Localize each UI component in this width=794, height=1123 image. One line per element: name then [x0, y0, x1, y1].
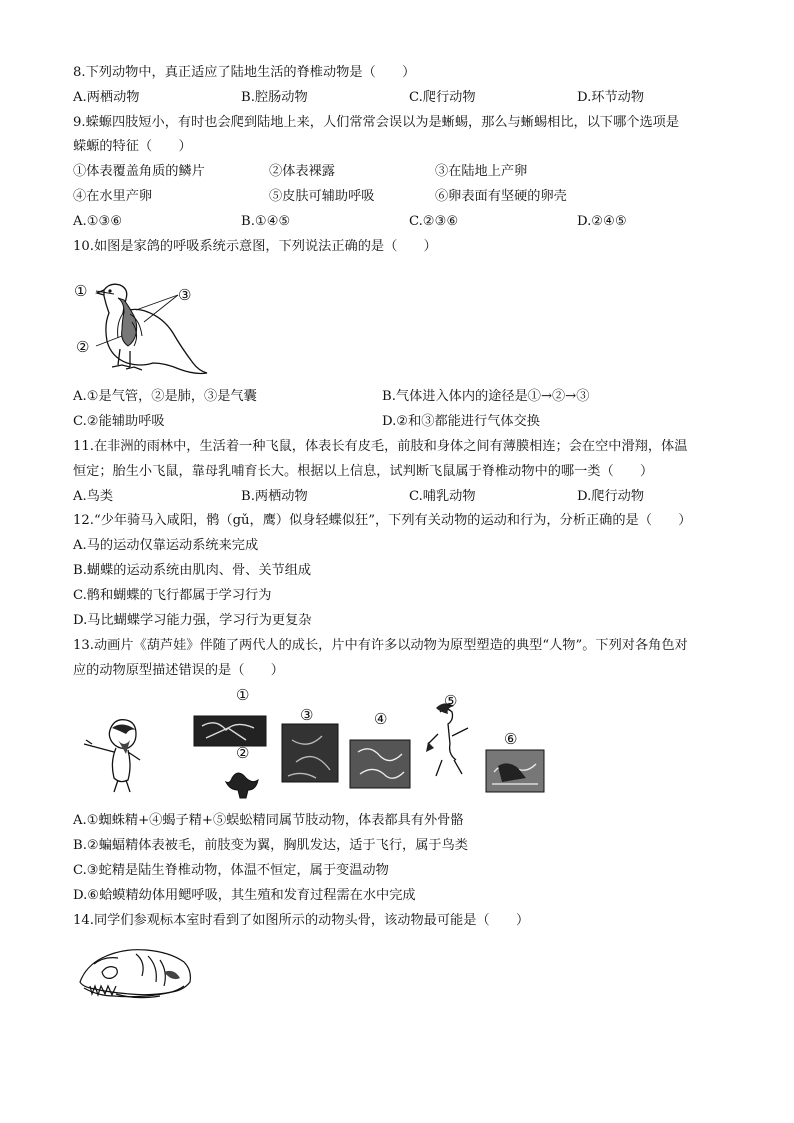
pigeon-drawing [74, 274, 214, 378]
q9-stem-line1: 9.蝾螈四肢短小，有时也会爬到陆地上来，人们常常会误以为是蜥蜴，那么与蜥蜴相比，以下哪个选项是 [73, 115, 680, 130]
q9-item-4: ④在水里产卵 [73, 189, 153, 204]
q13-stem-line1: 13.动画片《葫芦娃》伴随了两代人的成长，片中有许多以动物为原型塑造的典型“人物”。下列对各角色对 [73, 638, 688, 653]
pigeon-label-2: ② [76, 338, 90, 356]
calabash-characters-figure [74, 686, 554, 808]
q8-stem: 8.下列动物中，真正适应了陆地生活的脊椎动物是（ ） [73, 65, 416, 80]
q14-stem: 14.同学们参观标本室时看到了如图所示的动物头骨，该动物最可能是（ ） [73, 913, 530, 928]
q9-item-6: ⑥卵表面有坚硬的卵壳 [435, 189, 567, 204]
q8-option-c: C.爬行动物 [409, 90, 476, 105]
pigeon-label-3: ③ [178, 286, 192, 304]
q10-option-c: C.②能辅助呼吸 [73, 414, 165, 429]
character-label-5: ⑤ [444, 692, 458, 710]
q12-stem: 12.“少年骑马入咸阳，鹘（gǔ，鹰）似身轻蝶似狂”，下列有关动物的运动和行为，分析正确的是（ ） [73, 513, 692, 528]
character-label-6: ⑥ [504, 730, 518, 748]
q9-option-c: C.②③⑥ [409, 214, 459, 229]
q8-option-b: B.腔肠动物 [241, 90, 308, 105]
q9-option-d: D.②④⑤ [577, 214, 627, 229]
q12-option-b: B.蝴蝶的运动系统由肌肉、骨、关节组成 [73, 563, 312, 578]
character-label-4: ④ [374, 710, 388, 728]
q10-option-a: A.①是气管，②是肺，③是气囊 [73, 389, 257, 404]
skull-drawing [76, 942, 194, 1004]
q9-options [73, 213, 753, 231]
q11-option-b: B.两栖动物 [241, 489, 308, 504]
q11-options [73, 488, 753, 506]
q10-options-row1 [73, 388, 753, 406]
q11-stem-line2: 恒定；胎生小飞鼠，靠母乳哺育长大。根据以上信息，试判断飞鼠属于脊椎动物中的哪一类（ ） [73, 464, 654, 479]
q9-option-a: A.①③⑥ [73, 214, 123, 229]
q9-item-2: ②体表裸露 [269, 164, 335, 179]
q11-stem-line1: 11.在非洲的雨林中，生活着一种飞鼠，体表长有皮毛，前肢和身体之间有薄膜相连；会在空中滑翔，体温 [73, 439, 688, 454]
q9-items-row1 [73, 163, 753, 181]
q13-option-b: B.②蝙蝠精体表被毛，前肢变为翼，胸肌发达，适于飞行，属于鸟类 [73, 838, 468, 853]
q9-items-row2 [73, 188, 753, 206]
q12-option-c: C.鹘和蝴蝶的飞行都属于学习行为 [73, 588, 272, 603]
character-label-3: ③ [300, 706, 314, 724]
q9-item-3: ③在陆地上产卵 [435, 164, 528, 179]
q9-item-1: ①体表覆盖角质的鳞片 [73, 164, 205, 179]
character-label-2: ② [236, 744, 250, 762]
character-label-1: ① [236, 686, 250, 704]
q8-option-a: A.两栖动物 [73, 90, 140, 105]
q11-option-c: C.哺乳动物 [409, 489, 476, 504]
q9-option-b: B.①④⑤ [241, 214, 291, 229]
q12-option-d: D.马比蝴蝶学习能力强，学习行为更复杂 [73, 613, 312, 628]
q9-stem-line2: 蝾螈的特征（ ） [73, 139, 192, 154]
q8-option-d: D.环节动物 [577, 90, 645, 105]
pigeon-label-1: ① [74, 282, 88, 300]
q10-option-d: D.②和③都能进行气体交换 [382, 414, 540, 429]
q13-stem-line2: 应的动物原型描述错误的是（ ） [73, 663, 284, 678]
q9-item-5: ⑤皮肤可辅助呼吸 [269, 189, 375, 204]
q11-option-d: D.爬行动物 [577, 489, 645, 504]
q13-option-d: D.⑥蛤蟆精幼体用鳃呼吸，其生殖和发育过程需在水中完成 [73, 888, 416, 903]
q12-option-a: A.马的运动仅靠运动系统来完成 [73, 538, 259, 553]
q10-option-b: B.气体进入体内的途径是①→②→③ [382, 389, 590, 404]
q10-options-row2 [73, 413, 753, 431]
q11-option-a: A.鸟类 [73, 489, 114, 504]
animal-skull-figure [76, 942, 194, 1004]
calabash-characters-drawing [74, 686, 554, 808]
q10-stem: 10.如图是家鸽的呼吸系统示意图，下列说法正确的是（ ） [73, 239, 437, 254]
q8-options [73, 89, 753, 107]
q13-option-c: C.③蛇精是陆生脊椎动物，体温不恒定，属于变温动物 [73, 863, 389, 878]
pigeon-respiratory-figure [74, 274, 214, 378]
q13-option-a: A.①蜘蛛精+④蝎子精+⑤蜈蚣精同属节肢动物，体表都具有外骨骼 [73, 813, 464, 828]
